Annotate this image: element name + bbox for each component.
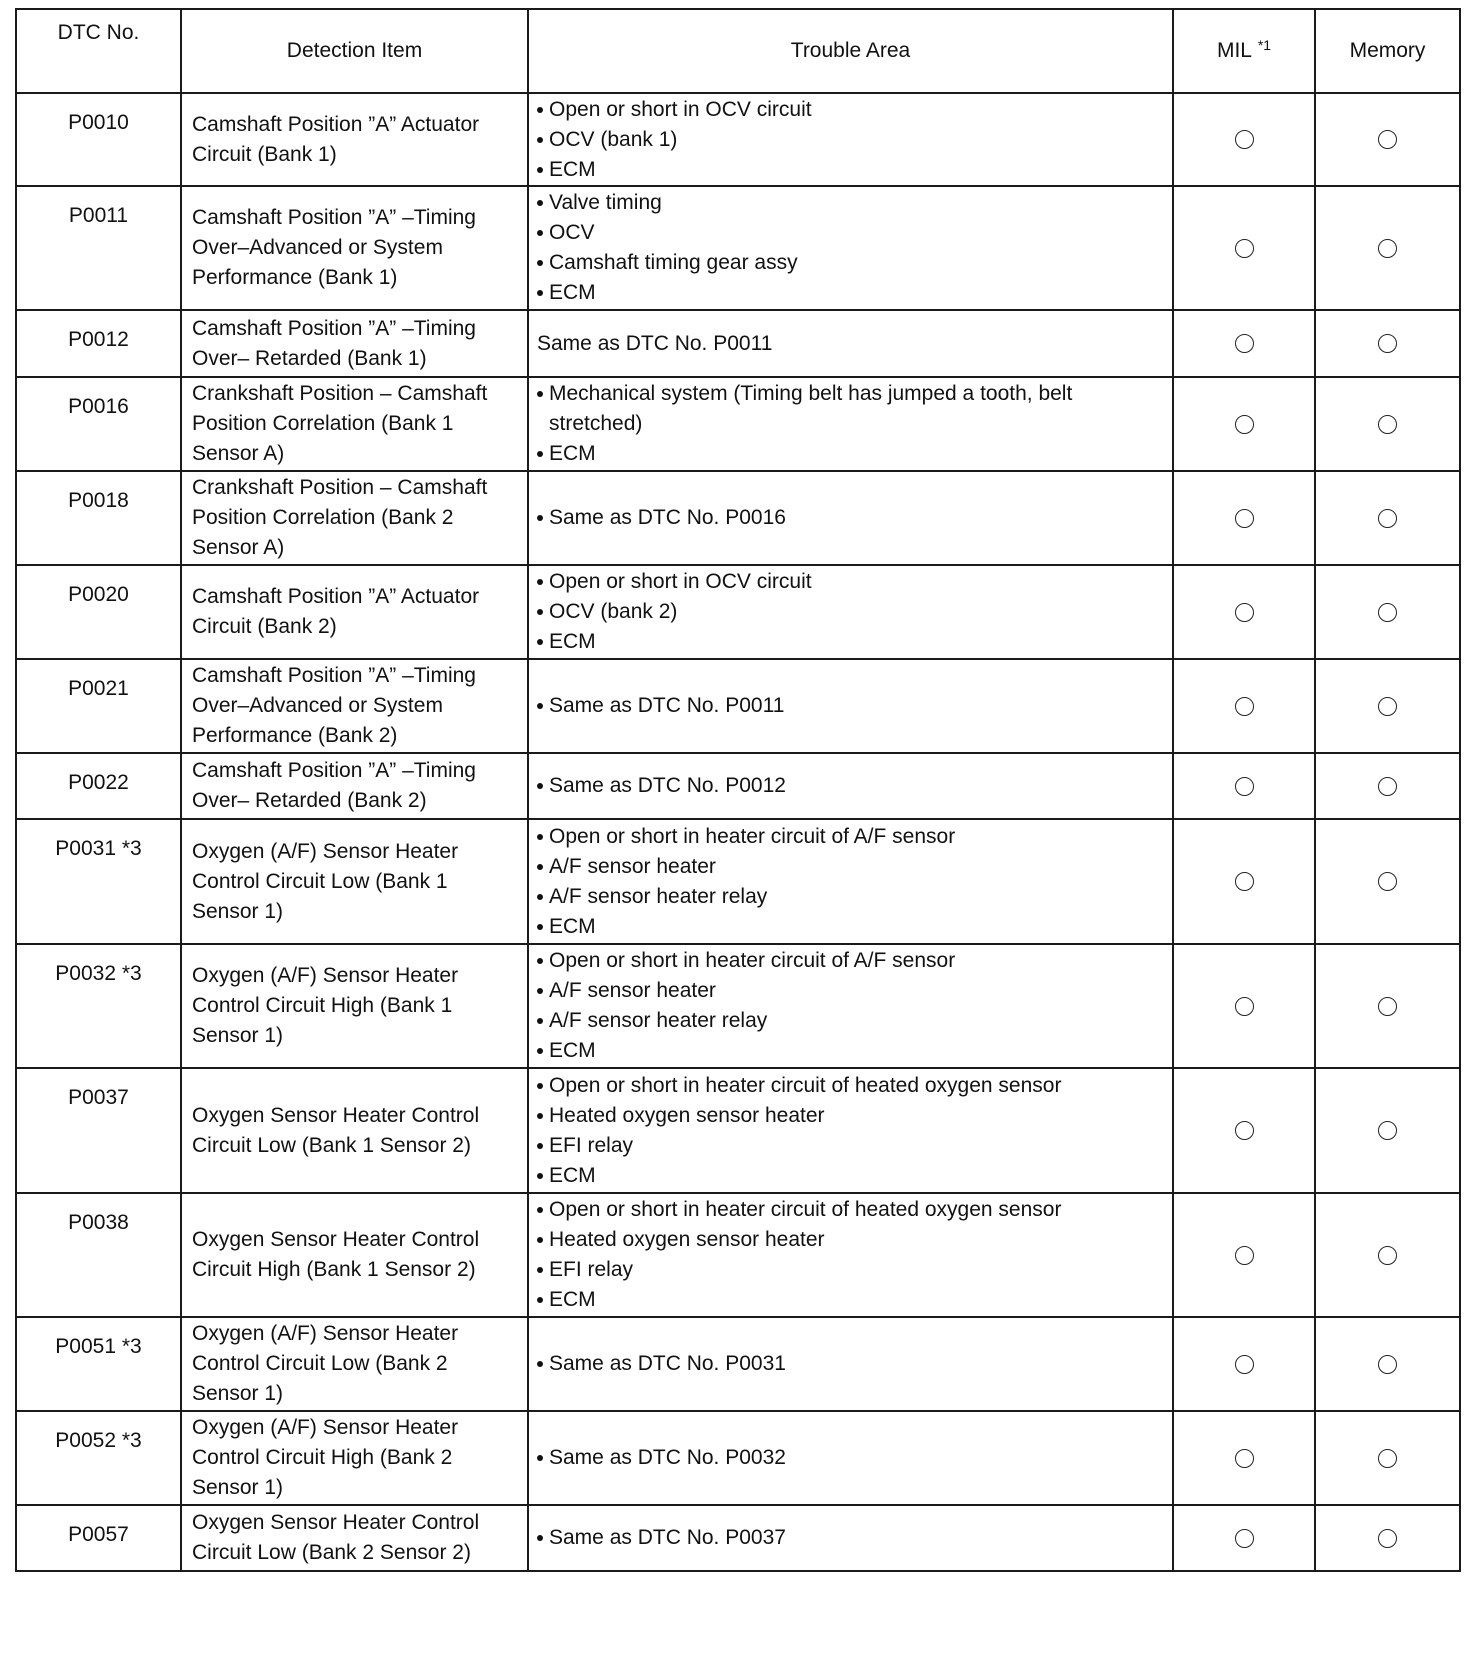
mil-indicator: [1173, 1411, 1315, 1505]
trouble-area: [528, 471, 1173, 565]
header-dtc: DTC No.: [16, 9, 181, 93]
trouble-area-item: Camshaft timing gear assy: [537, 248, 1164, 278]
mil-indicator: [1173, 1193, 1315, 1317]
mil-indicator: [1173, 944, 1315, 1068]
dtc-code: P0020: [16, 565, 181, 659]
trouble-area-list: [537, 1443, 1164, 1473]
trouble-area: [528, 1505, 1173, 1571]
trouble-area-list: [537, 1523, 1164, 1553]
trouble-area-item: Open or short in heater circuit of A/F sensor: [537, 946, 1164, 976]
dtc-code: P0012: [16, 310, 181, 377]
detection-item: Oxygen (A/F) Sensor Heater Control Circuit Low (Bank 2 Sensor 1): [181, 1317, 528, 1411]
detection-item: Crankshaft Position – Camshaft Position Correlation (Bank 1 Sensor A): [181, 377, 528, 471]
trouble-area-item: OCV (bank 1): [537, 125, 1164, 155]
trouble-area-item: OCV: [537, 218, 1164, 248]
memory-indicator: [1315, 944, 1460, 1068]
circle-mark-icon: [1378, 130, 1397, 149]
memory-indicator: [1315, 1068, 1460, 1193]
circle-mark-icon: [1378, 1121, 1397, 1140]
circle-mark-icon: [1378, 509, 1397, 528]
table-row: [16, 1411, 1460, 1505]
trouble-area-list: [537, 1349, 1164, 1379]
trouble-area-item: Same as DTC No. P0031: [537, 1349, 1164, 1379]
trouble-area: [528, 1317, 1173, 1411]
trouble-area-item: ECM: [537, 278, 1164, 308]
trouble-area: [528, 753, 1173, 819]
trouble-area: [528, 310, 1173, 377]
memory-indicator: [1315, 377, 1460, 471]
circle-mark-icon: [1235, 334, 1254, 353]
trouble-area: [528, 1411, 1173, 1505]
circle-mark-icon: [1235, 697, 1254, 716]
memory-indicator: [1315, 186, 1460, 310]
header-mil-label: MIL: [1216, 39, 1252, 62]
circle-mark-icon: [1378, 777, 1397, 796]
trouble-area-item: A/F sensor heater: [537, 976, 1164, 1006]
table-row: [16, 186, 1460, 310]
trouble-area-item: ECM: [537, 155, 1164, 185]
trouble-area-list: [537, 1071, 1164, 1191]
trouble-area-item: A/F sensor heater relay: [537, 1006, 1164, 1036]
circle-mark-icon: [1235, 603, 1254, 622]
circle-mark-icon: [1235, 1529, 1254, 1548]
mil-indicator: [1173, 93, 1315, 186]
dtc-code: P0018: [16, 471, 181, 565]
trouble-area-item: Open or short in OCV circuit: [537, 95, 1164, 125]
dtc-code: P0011: [16, 186, 181, 310]
table-row: [16, 1317, 1460, 1411]
table-row: [16, 1068, 1460, 1193]
table-row: [16, 565, 1460, 659]
detection-item: Camshaft Position ”A” –Timing Over–Advanced or System Performance (Bank 2): [181, 659, 528, 753]
table-row: [16, 471, 1460, 565]
mil-indicator: [1173, 186, 1315, 310]
trouble-area-item: Heated oxygen sensor heater: [537, 1101, 1164, 1131]
circle-mark-icon: [1378, 415, 1397, 434]
trouble-area-text: Same as DTC No. P0011: [537, 331, 773, 355]
dtc-code: P0021: [16, 659, 181, 753]
dtc-code: P0031 *3: [16, 819, 181, 944]
header-memory: Memory: [1315, 9, 1460, 93]
dtc-code: P0037: [16, 1068, 181, 1193]
detection-item: Oxygen (A/F) Sensor Heater Control Circuit High (Bank 2 Sensor 1): [181, 1411, 528, 1505]
trouble-area-item: A/F sensor heater relay: [537, 882, 1164, 912]
memory-indicator: [1315, 659, 1460, 753]
table-row: [16, 819, 1460, 944]
trouble-area-item: ECM: [537, 1161, 1164, 1191]
memory-indicator: [1315, 1411, 1460, 1505]
detection-item: Oxygen Sensor Heater Control Circuit Low (Bank 2 Sensor 2): [181, 1505, 528, 1571]
trouble-area-item: Same as DTC No. P0032: [537, 1443, 1164, 1473]
trouble-area-item: Open or short in OCV circuit: [537, 567, 1164, 597]
trouble-area-item: EFI relay: [537, 1131, 1164, 1161]
memory-indicator: [1315, 471, 1460, 565]
dtc-code: P0016: [16, 377, 181, 471]
detection-item: Camshaft Position ”A” Actuator Circuit (Bank 2): [181, 565, 528, 659]
mil-indicator: [1173, 1505, 1315, 1571]
trouble-area-item: ECM: [537, 912, 1164, 942]
trouble-area-item: Open or short in heater circuit of heated oxygen sensor: [537, 1071, 1164, 1101]
trouble-area-item: ECM: [537, 627, 1164, 657]
trouble-area-item: Same as DTC No. P0011: [537, 691, 1164, 721]
trouble-area-list: [537, 691, 1164, 721]
trouble-area-list: [537, 188, 1164, 308]
dtc-table: [15, 8, 1461, 1572]
table-row: [16, 944, 1460, 1068]
table-row: [16, 659, 1460, 753]
mil-indicator: [1173, 310, 1315, 377]
trouble-area: [528, 819, 1173, 944]
circle-mark-icon: [1378, 239, 1397, 258]
trouble-area-item: Mechanical system (Timing belt has jumped a tooth, belt stretched): [537, 379, 1164, 439]
circle-mark-icon: [1235, 1246, 1254, 1265]
dtc-code: P0051 *3: [16, 1317, 181, 1411]
circle-mark-icon: [1235, 1121, 1254, 1140]
memory-indicator: [1315, 753, 1460, 819]
table-row: [16, 1193, 1460, 1317]
trouble-area: [528, 565, 1173, 659]
trouble-area-item: Same as DTC No. P0012: [537, 771, 1164, 801]
trouble-area-item: ECM: [537, 1285, 1164, 1315]
trouble-area-list: [537, 379, 1164, 469]
trouble-area-item: Same as DTC No. P0016: [537, 503, 1164, 533]
trouble-area-item: EFI relay: [537, 1255, 1164, 1285]
header-trouble-area: Trouble Area: [528, 9, 1173, 93]
trouble-area: [528, 659, 1173, 753]
trouble-area-item: A/F sensor heater: [537, 852, 1164, 882]
detection-item: Crankshaft Position – Camshaft Position Correlation (Bank 2 Sensor A): [181, 471, 528, 565]
circle-mark-icon: [1235, 415, 1254, 434]
circle-mark-icon: [1235, 1355, 1254, 1374]
trouble-area: [528, 1068, 1173, 1193]
trouble-area-item: ECM: [537, 439, 1164, 469]
mil-indicator: [1173, 753, 1315, 819]
mil-indicator: [1173, 565, 1315, 659]
dtc-table-body: [16, 93, 1460, 1571]
circle-mark-icon: [1378, 334, 1397, 353]
detection-item: Oxygen (A/F) Sensor Heater Control Circuit Low (Bank 1 Sensor 1): [181, 819, 528, 944]
circle-mark-icon: [1378, 997, 1397, 1016]
dtc-code: P0038: [16, 1193, 181, 1317]
trouble-area-list: [537, 567, 1164, 657]
header-row: [16, 9, 1460, 93]
table-row: [16, 377, 1460, 471]
trouble-area: [528, 377, 1173, 471]
detection-item: Camshaft Position ”A” –Timing Over– Retarded (Bank 2): [181, 753, 528, 819]
mil-indicator: [1173, 1068, 1315, 1193]
trouble-area-item: ECM: [537, 1036, 1164, 1066]
trouble-area-item: Valve timing: [537, 188, 1164, 218]
dtc-code: P0052 *3: [16, 1411, 181, 1505]
trouble-area-item: Open or short in heater circuit of heated oxygen sensor: [537, 1195, 1164, 1225]
circle-mark-icon: [1378, 1246, 1397, 1265]
mil-indicator: [1173, 471, 1315, 565]
trouble-area: [528, 944, 1173, 1068]
circle-mark-icon: [1378, 697, 1397, 716]
circle-mark-icon: [1378, 1529, 1397, 1548]
header-detection-item: Detection Item: [181, 9, 528, 93]
circle-mark-icon: [1235, 997, 1254, 1016]
memory-indicator: [1315, 1505, 1460, 1571]
mil-indicator: [1173, 1317, 1315, 1411]
dtc-code: P0010: [16, 93, 181, 186]
circle-mark-icon: [1235, 777, 1254, 796]
circle-mark-icon: [1378, 1355, 1397, 1374]
detection-item: Camshaft Position ”A” –Timing Over–Advanced or System Performance (Bank 1): [181, 186, 528, 310]
trouble-area-list: [537, 503, 1164, 533]
trouble-area-list: [537, 95, 1164, 185]
dtc-code: P0057: [16, 1505, 181, 1571]
circle-mark-icon: [1235, 130, 1254, 149]
circle-mark-icon: [1378, 1449, 1397, 1468]
circle-mark-icon: [1378, 872, 1397, 891]
detection-item: Camshaft Position ”A” Actuator Circuit (Bank 1): [181, 93, 528, 186]
trouble-area-list: [537, 1195, 1164, 1315]
trouble-area-item: Same as DTC No. P0037: [537, 1523, 1164, 1553]
mil-indicator: [1173, 659, 1315, 753]
dtc-code: P0032 *3: [16, 944, 181, 1068]
detection-item: Oxygen Sensor Heater Control Circuit Low (Bank 1 Sensor 2): [181, 1068, 528, 1193]
memory-indicator: [1315, 819, 1460, 944]
detection-item: Camshaft Position ”A” –Timing Over– Retarded (Bank 1): [181, 310, 528, 377]
table-row: [16, 753, 1460, 819]
table-row: [16, 1505, 1460, 1571]
trouble-area: [528, 93, 1173, 186]
circle-mark-icon: [1378, 603, 1397, 622]
mil-indicator: [1173, 819, 1315, 944]
trouble-area-item: Open or short in heater circuit of A/F sensor: [537, 822, 1164, 852]
dtc-code: P0022: [16, 753, 181, 819]
trouble-area-list: [537, 946, 1164, 1066]
table-row: [16, 93, 1460, 186]
circle-mark-icon: [1235, 872, 1254, 891]
trouble-area-list: [537, 822, 1164, 942]
memory-indicator: [1315, 565, 1460, 659]
table-row: [16, 310, 1460, 377]
trouble-area: [528, 186, 1173, 310]
circle-mark-icon: [1235, 239, 1254, 258]
memory-indicator: [1315, 310, 1460, 377]
detection-item: Oxygen (A/F) Sensor Heater Control Circuit High (Bank 1 Sensor 1): [181, 944, 528, 1068]
trouble-area-item: Heated oxygen sensor heater: [537, 1225, 1164, 1255]
mil-indicator: [1173, 377, 1315, 471]
memory-indicator: [1315, 93, 1460, 186]
trouble-area-list: [537, 771, 1164, 801]
circle-mark-icon: [1235, 509, 1254, 528]
detection-item: Oxygen Sensor Heater Control Circuit High (Bank 1 Sensor 2): [181, 1193, 528, 1317]
circle-mark-icon: [1235, 1449, 1254, 1468]
trouble-area: [528, 1193, 1173, 1317]
header-mil: [1173, 9, 1315, 93]
memory-indicator: [1315, 1193, 1460, 1317]
memory-indicator: [1315, 1317, 1460, 1411]
header-mil-footnote: *1: [1257, 37, 1272, 53]
trouble-area-item: OCV (bank 2): [537, 597, 1164, 627]
